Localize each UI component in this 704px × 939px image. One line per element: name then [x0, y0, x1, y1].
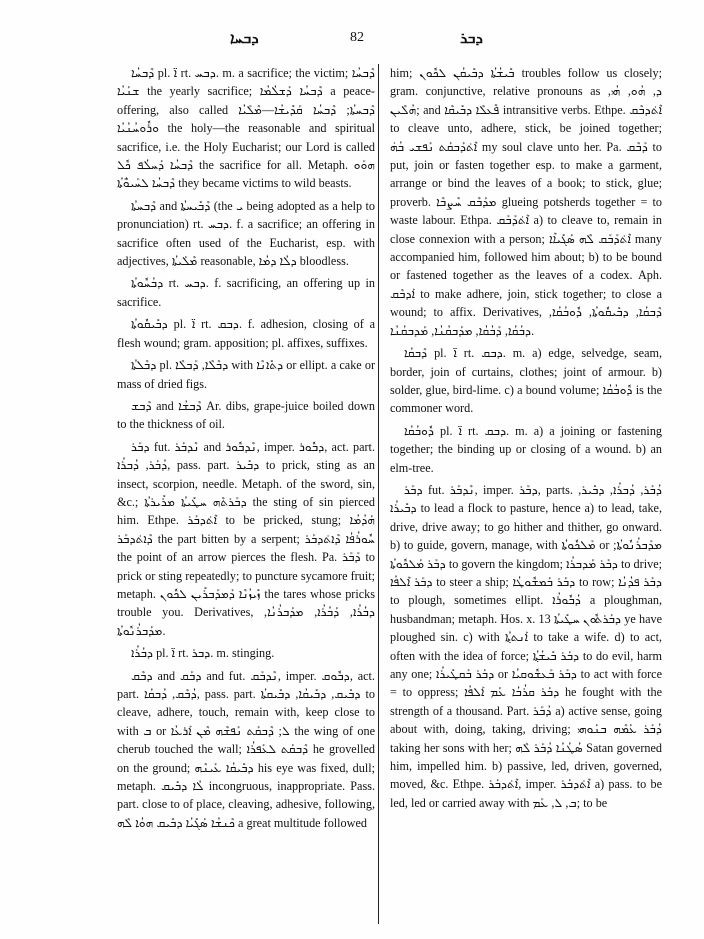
- left-column: [117, 64, 375, 836]
- running-header: [0, 28, 704, 50]
- right-column: [390, 64, 662, 816]
- entry-cleave-continued: him; ܒܺܝܫܳܬܳܐ ܕܒܺܝܩܳܢ ܠܟܽܘܢ troubles follow us closely; gram. conjunctive, relative pronouns as ܕ, ܗܳܘ, ܗܳܝ, ܗܳܠܶܝܢ; and ܦܶܥܠܶܐ ܕܒܺܝܩܶܐ intransitive verbs. Ethpe. ܐܶܬ݁ܕܒܶܩ to cleave unto, adhere, stick, be joined together; ܐܶܬ݁ܕܰܒܩܰܬ ܢܰܦܫܝ ܒܳܗ̇ my soul clave unto her. Pa. ܕܰܒܶܩ to put, join or fasten together esp. to make a garment, arrange or bind the leaves of a book; to stick, glue; proverb. ܡܕܰܒܶܩ ܚܶܨܒܶܐ glueing potsherds together = to waste labour. Ethpa. ܐܶܬ݁ܕܰܒܰܩ a) to cleave to, remain in close connexion with a person; ܐܶܬ݁ܕܰܒܰܩ ܠܶܗ ܣܰܓܺܝܐܶܐ many accompanied him, followed him about; b) to be bound or fastened together as the leaves of a codex. Aph. ܐܰܕܒܶܩ to make adhere, join, stick together; to close a wound; to affix. Derivatives, ܕܶܒܩܳܐ, ܕܒܺܝܩܽܘܬܳܐ, ܕܽܘܒܳܩܳܐ, ܕܒܳܩܳܐ, ܕܰܒܳܩܳܐ, ܡܕܰܒܩܳܢܳܐ, ܡܰܕܒܩܳܢܳܐ.: [390, 66, 663, 338]
- column-divider: [378, 64, 379, 924]
- entry-cleave: ܕܒܶܩ and ܕܒܰܩ and fut. ܢܶܕܒܰܩ, imper. ܕܒܽܘܩ, act. part. ܕܳܒܶܩ, ܕܳܒܩܳܐ, pass. part. ܕܒܺܝܩ, ܕܒܺܝܩܳܐ, ܕܒܺܝܩܬܳܐ to cleave, adhere, touch, remain with, keep close to with ܒ or ܠ; ܕܶܒܩܰܬ ܢܰܦܫܶܗ ܡܶܢ ܐܰܪܥܳܐ the wing of one cherub touched the wall; ܕܶܒܩܰܬ ܠܥܰܦܪܳܐ he grovelled on the ground; ܕܒܺܝܩܳܐ ܥܰܝܢܶܗ his eye was fixed, dull; metaph. ܠܳܐ ܕܒܺܝܩ incongruous, inappropriate. Pass. part. close to of place, cleaving, adhesive, following, ܟܶܢܫܳܐ ܣܰܓܺܝܳܐ ܕܒܺܝܩ ܗܘܳܐ ܠܶܗ a great multitude followed: [117, 668, 376, 830]
- entry-sacrificing: ܕܒܳܚܽܘܬܳܐ rt. ܕܒܚ. f. sacrificing, an offering up in sacrifice.: [117, 276, 375, 309]
- entry-edge-selvedge: ܕܶܒܩܳܐ pl. ܐ̈ rt. ܕܒܩ. m. a) edge, selvedge, seam, border, join of curtains, clothes; joint of armour. b) solder, glue, bird-lime. c) a bound volume; ܕܽܘܒܳܩܳܐ is the commoner word.: [390, 346, 663, 416]
- page-number: 82: [350, 30, 364, 45]
- entry-stinging: ܕܒܳܪܳܐ pl. ܐ̈ rt. ܕܒܪ. m. stinging.: [131, 646, 275, 661]
- entry-lead-drive: ܕܒܰܪ fut. ܢܶܕܒܰܪ, imper. ܕܒܰܪ, parts. ܕܳܒܰܪ, ܕܳܒܪܳܐ, ܕܒܺܝܪ, ܕܒܺܝܪܳܐ to lead a flock to pasture, hence a) to lead, take, drive, drive away; to go hither and thither, go onward. b) to guide, govern, manage, with ܡܰܠܟܽܘܬܳܐ or ܡܕܰܒܪܳܢܽܘܬܳܐ; ܕܒܰܪ ܡܰܠܟܽܘܬܳܐ to govern the kingdom; ܕܒܰܪ ܡܰܕܒܪܳܐ to drive; ܕܒܰܪ ܐܶܠܦܳܐ to steer a ship; ܕܒܰܪ ܒܰܡܫܽܘܛܳܐ to row; ܕܒܰܪ ܦܕܳܢܳܐ to plough, sometimes ellipt. ܕܳܒܽܘܪܳܐ a ploughman, husbandman; metaph. Hos. x. 13 ܕܒܰܪܬܽܘܢ ܚܛܺܝܬܳܐ ye have ploughed sin. c) with ܐܰܢܬܬ݂ܳܐ to take a wife. d) to act, often with the idea of force; ܕܒܰܪ ܒܺܝܫܳܬ݂ܳܐ to do evil, harm any one; ܕܒܰܪ ܒܰܩܛܺܝܪܳܐ or ܕܒܰܪ ܒܰܥܫܽܘܩܝܳܐ to act with force = to oppress; ܕܒܰܪ ܩܪܳܒܳܐ ܥܰܡ ܐܰܠܦܳܐ he fought with the strength of a thousand. Part. ܕܳܒܰܪ a) active sense, going about with, doing, taking, driving; ܕܳܒܰܪ ܥܰܡܶܗ ܒܢܰܘܗܝ taking her sons with her; ܣܳܛܳܢܳܐ ܕܳܒܰܪ ܠܶܗ Satan governed him, impelled him. b) passive, led, driven, governed, moved, &c. Ethpe. ܐܶܬ݁ܕܒܰܪ, imper. ܐܶܬ݁ܕܒܰܪ a) pass. to be led, led or carried away with ܒ, ܠ, ܥܰܡ; to be: [390, 482, 663, 810]
- entry-adhesion: ܕܒܺܝܩܽܘܬܳܐ pl. ܐ̈ rt. ܕܒܩ. f. adhesion, closing of a flesh wound; gram. apposition; pl. affixes, suffixes.: [117, 317, 375, 350]
- entry-prick-sting: ܕܒܰܪ fut. ܢܶܕܒܰܪ and ܢܶܕܒܽܘܪ, imper. ܕܒܽܘܪ, act. part. ܕܳܒܰܪ, ܕܳܒܪܳܐ, pass. part. ܕܒܺܝܪ to prick, sting as an insect, scorpion, needle. Metaph. of the sword, sin, &c.; ܕܒܰܪܬܶܗ ܚܛܺܝܬܳܐ ܡܪܺܝܪܬܳܐ the sting of sin pierced him. Ethpe. ܐܶܬ݁ܕܒܰܪ to be pricked, stung; ܗܰܕܳܡܳܐ ܕܶܐܬ݁ܕܒܰܪ the part bitten by a serpent; ܚܽܘܪܳܦܳܐ ܕܶܐܬ݁ܕܒܰܪ the point of an arrow pierces the flesh. Pa. ܕܰܒܰܪ to prick or sting repeatedly; to puncture sycamore fruit; metaph. ܙܺܝܙܳܢܶܐ ܕܰܡܕܰܒܪܺܝܢ ܠܟܽܘܢ the tares whose pricks trouble you. Derivatives, ܕܒܳܪܳܐ, ܕܰܒܳܪܳܐ, ܡܕܰܒܪܳܢܳܐ, ܡܕܰܒܪܳܢܽܘܬܳܐ.: [117, 439, 376, 638]
- header-left-word: ܕܒܚܐ: [230, 31, 259, 47]
- entry-fig-cake: ܕܒܶܠܬܳܐ pl. ܕܒܶܠܶܐ, ܕܰܒܠܶܐ with ܕܬܺܐܢܶܐ or ellipt. a cake or mass of dried figs.: [117, 358, 375, 391]
- entry-sacrifice: ܕܶܒܚܳܐ pl. ܐ̈ rt. ܕܒܚ. m. a sacrifice; the victim; ܕܶܒܚܳܐ ܫܢܰܝܳܐ the yearly sacrifice; ܕܶܒܚܳܐ ܕܰܫܠܳܡܳܐ a peace-offering, also called ܕܶܒܚܬܳܐ; ܕܶܒܚܳܐ ܩܰܕܺܝܫܳܐ—ܡܶܠܰܝܳܐ ܘܪܽܘܚܳܢܳܝܳܐ the holy—the reasonable and spiritual sacrifice, i.e. the Holy Eucharist; our Lord is called ܕܶܒܚܳܐ ܕܰܚܠܳܦ ܟܽܠ the sacrifice for all. Metaph. ܗܘܰܘ ܕܶܒܚܳܐ ܠܚܰܝܘ̈ܳܬܳܐ they became victims to wild beasts.: [117, 66, 376, 191]
- entry-sacrifice-fem: ܕܶܒܚܬܳܐ and ܕܶܒܺܝܚܬܳܐ (the ܝ being adopted as a help to pronunciation) rt. ܕܒܚ. f. a sacrifice; an offering in sacrifice often used of the Eucharist, esp. with adjectives, ܡܶܠܰܝܬܳܐ reasonable, ܕܠܳܐ ܕܡܳܐ bloodless.: [117, 198, 375, 269]
- entry-joining: ܕܽܘܒܳܩܳܐ pl. ܐ̈ rt. ܕܒܩ. m. a) a joining or fastening together; the binding up or closing of a wound. b) an elm-tree.: [390, 423, 663, 475]
- header-right-word: ܕܒܪ: [460, 31, 483, 47]
- entry-dibs: ܕܶܒܫ and ܕܶܒܫܳܐ Ar. dibs, grape-juice boiled down to the thickness of oil.: [117, 398, 375, 432]
